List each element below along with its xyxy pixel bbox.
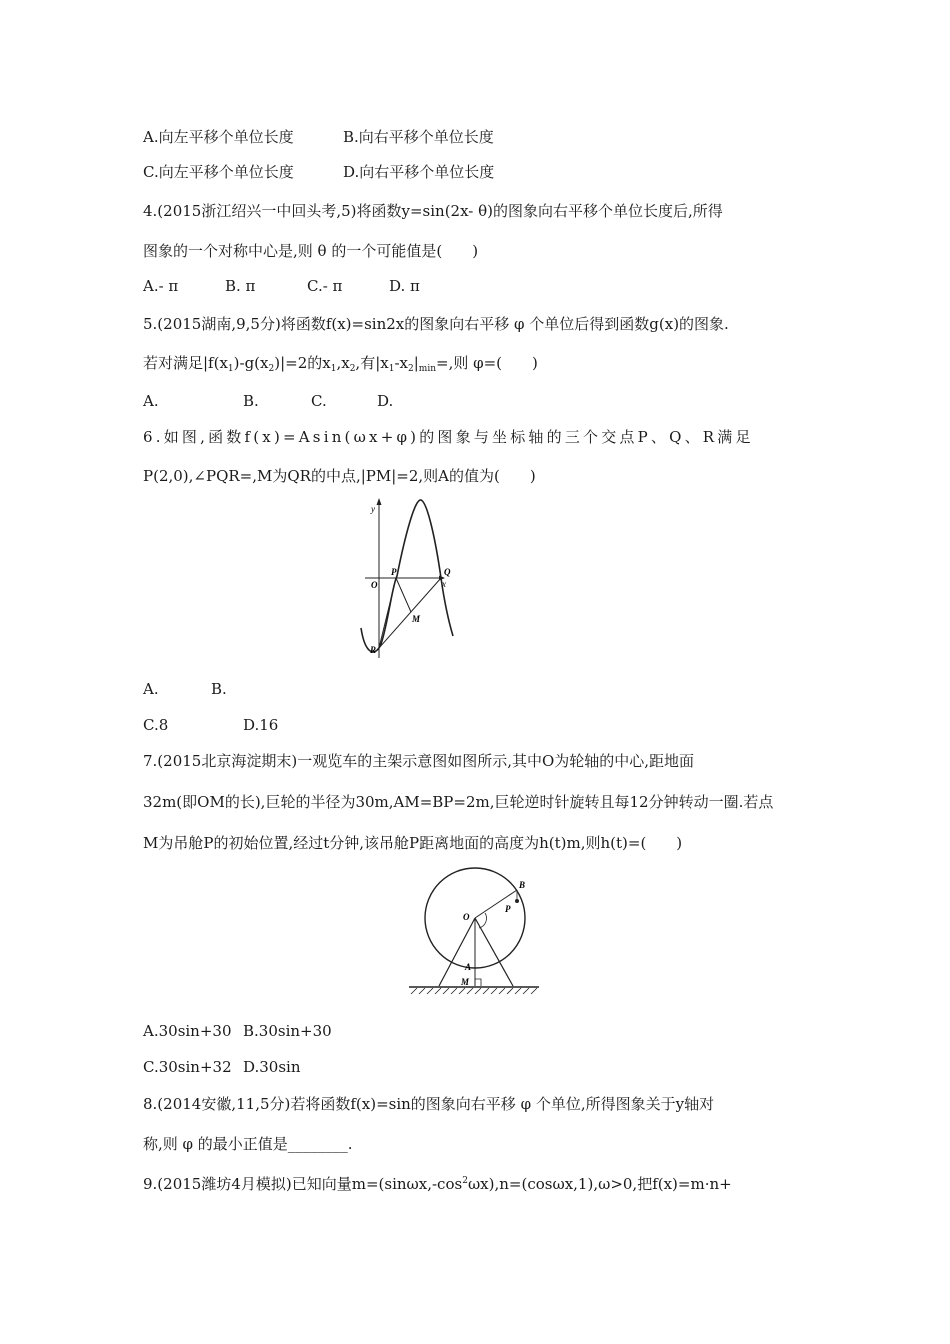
label-origin: O	[371, 580, 378, 590]
q4-option-b: B. π	[225, 277, 256, 295]
q9-superscript: 2	[462, 1176, 468, 1186]
q3-option-a: A.向左平移个单位长度	[143, 128, 294, 146]
segment-pm	[396, 578, 411, 612]
y-axis-arrow	[377, 498, 382, 505]
q7-option-b: B.30sin+30	[243, 1022, 332, 1040]
q5-text: =,则 φ=( )	[436, 354, 538, 372]
q5-text: )|=2的x	[274, 354, 331, 372]
cabin-p	[515, 899, 519, 903]
frame-left-leg	[439, 918, 475, 986]
label-q: Q	[444, 567, 451, 577]
q5-subscript: 1	[227, 364, 234, 374]
q6-option-a: A.	[143, 680, 159, 698]
q3-options-row-2	[143, 162, 494, 182]
q7-ferris-wheel-figure	[405, 866, 545, 998]
q5-text: |	[413, 354, 419, 372]
q6-stem-line-2: P(2,0),∠PQR=,M为QR的中点,|PM|=2,则A的值为( )	[143, 467, 536, 485]
q4-stem-line-1: 4.(2015浙江绍兴一中回头考,5)将函数y=sin(2x- θ)的图象向右平移个单位长度后,所得	[143, 202, 723, 220]
q6-graph-figure	[355, 496, 455, 666]
q5-option-c: C.	[311, 392, 327, 410]
q5-subscript: 1	[330, 364, 337, 374]
label-a: A	[465, 962, 472, 972]
q6-options-row-2	[143, 715, 278, 735]
label-m: M	[412, 614, 421, 624]
q5-subscript: min	[418, 364, 436, 374]
q5-subscript: 2	[268, 364, 275, 374]
q7-stem-line-1: 7.(2015北京海淀期末)一观览车的主架示意图如图所示,其中O为轮轴的中心,距地面	[143, 752, 695, 770]
q5-text: ,有|x	[355, 354, 389, 372]
q9-stem-line-1	[143, 1171, 732, 1194]
q9-text: 9.(2015潍坊4月模拟)已知向量m=(sinωx,-cos	[143, 1175, 463, 1193]
segment-ob	[475, 890, 517, 918]
q3-option-d: D.向右平移个单位长度	[343, 163, 495, 181]
q5-text: )-g(x	[233, 354, 269, 372]
q3-option-b: B.向右平移个单位长度	[343, 128, 494, 146]
label-o: O	[463, 912, 470, 922]
q7-option-d: D.30sin	[243, 1058, 301, 1076]
q7-stem-line-3: M为吊舱P的初始位置,经过t分钟,该吊舱P距离地面的高度为h(t)m,则h(t)=( )	[143, 834, 683, 852]
q5-option-d: D.	[377, 392, 394, 410]
label-r: R	[370, 645, 377, 655]
q5-stem-line-2	[143, 353, 538, 379]
label-p: P	[391, 567, 397, 577]
q5-subscript: 2	[407, 364, 414, 374]
q5-option-b: B.	[243, 392, 259, 410]
right-angle-mark	[475, 979, 481, 986]
q6-options-row-1	[143, 679, 227, 699]
ground-hatching	[411, 988, 537, 994]
q8-stem-line-2: 称,则 φ 的最小正值是________.	[143, 1135, 353, 1153]
q4-option-d: D. π	[389, 277, 420, 295]
q7-options-row-2	[143, 1057, 301, 1077]
q6-stem-line-1: 6.如图,函数f(x)=Asin(ωx+φ)的图象与坐标轴的三个交点P、Q、R满足	[143, 428, 754, 446]
q4-options	[143, 276, 420, 296]
q3-options-row-1	[143, 127, 494, 147]
label-x: x	[442, 579, 446, 589]
q6-option-b: B.	[211, 680, 227, 698]
q5-stem-line-1: 5.(2015湖南,9,5分)将函数f(x)=sin2x的图象向右平移 φ 个单位后得到函数g(x)的图象.	[143, 315, 729, 333]
q5-text: ,x	[336, 354, 350, 372]
label-b: B	[519, 880, 526, 890]
label-y: y	[371, 504, 375, 514]
q7-stem-line-2: 32m(即OM的长),巨轮的半径为30m,AM=BP=2m,巨轮逆时针旋转且每12分钟转动一圈.若点	[143, 793, 774, 811]
q6-option-c: C.8	[143, 716, 169, 734]
q4-stem-line-2: 图象的一个对称中心是,则 θ 的一个可能值是( )	[143, 242, 479, 260]
q4-option-a: A.- π	[143, 277, 179, 295]
q5-text: -x	[394, 354, 408, 372]
q4-option-c: C.- π	[307, 277, 343, 295]
q5-option-a: A.	[143, 392, 159, 410]
q8-stem-line-1: 8.(2014安徽,11,5分)若将函数f(x)=sin的图象向右平移 φ 个单位,所得图象关于y轴对	[143, 1095, 715, 1113]
q5-subscript: 2	[349, 364, 356, 374]
rotation-arc	[479, 913, 487, 928]
q5-options	[143, 391, 393, 411]
q3-option-c: C.向左平移个单位长度	[143, 163, 294, 181]
segment-pr	[379, 578, 396, 648]
q9-text: ωx),n=(cosωx,1),ω>0,把f(x)=m·n+	[467, 1175, 732, 1193]
q7-option-c: C.30sin+32	[143, 1058, 232, 1076]
q6-option-d: D.16	[243, 716, 279, 734]
q5-subscript: 1	[388, 364, 395, 374]
label-p: P	[505, 904, 511, 914]
q7-option-a: A.30sin+30	[143, 1022, 232, 1040]
label-m: M	[461, 977, 470, 987]
frame-right-leg	[475, 918, 513, 986]
q7-options-row-1	[143, 1021, 332, 1041]
q5-text: 若对满足|f(x	[143, 354, 228, 372]
